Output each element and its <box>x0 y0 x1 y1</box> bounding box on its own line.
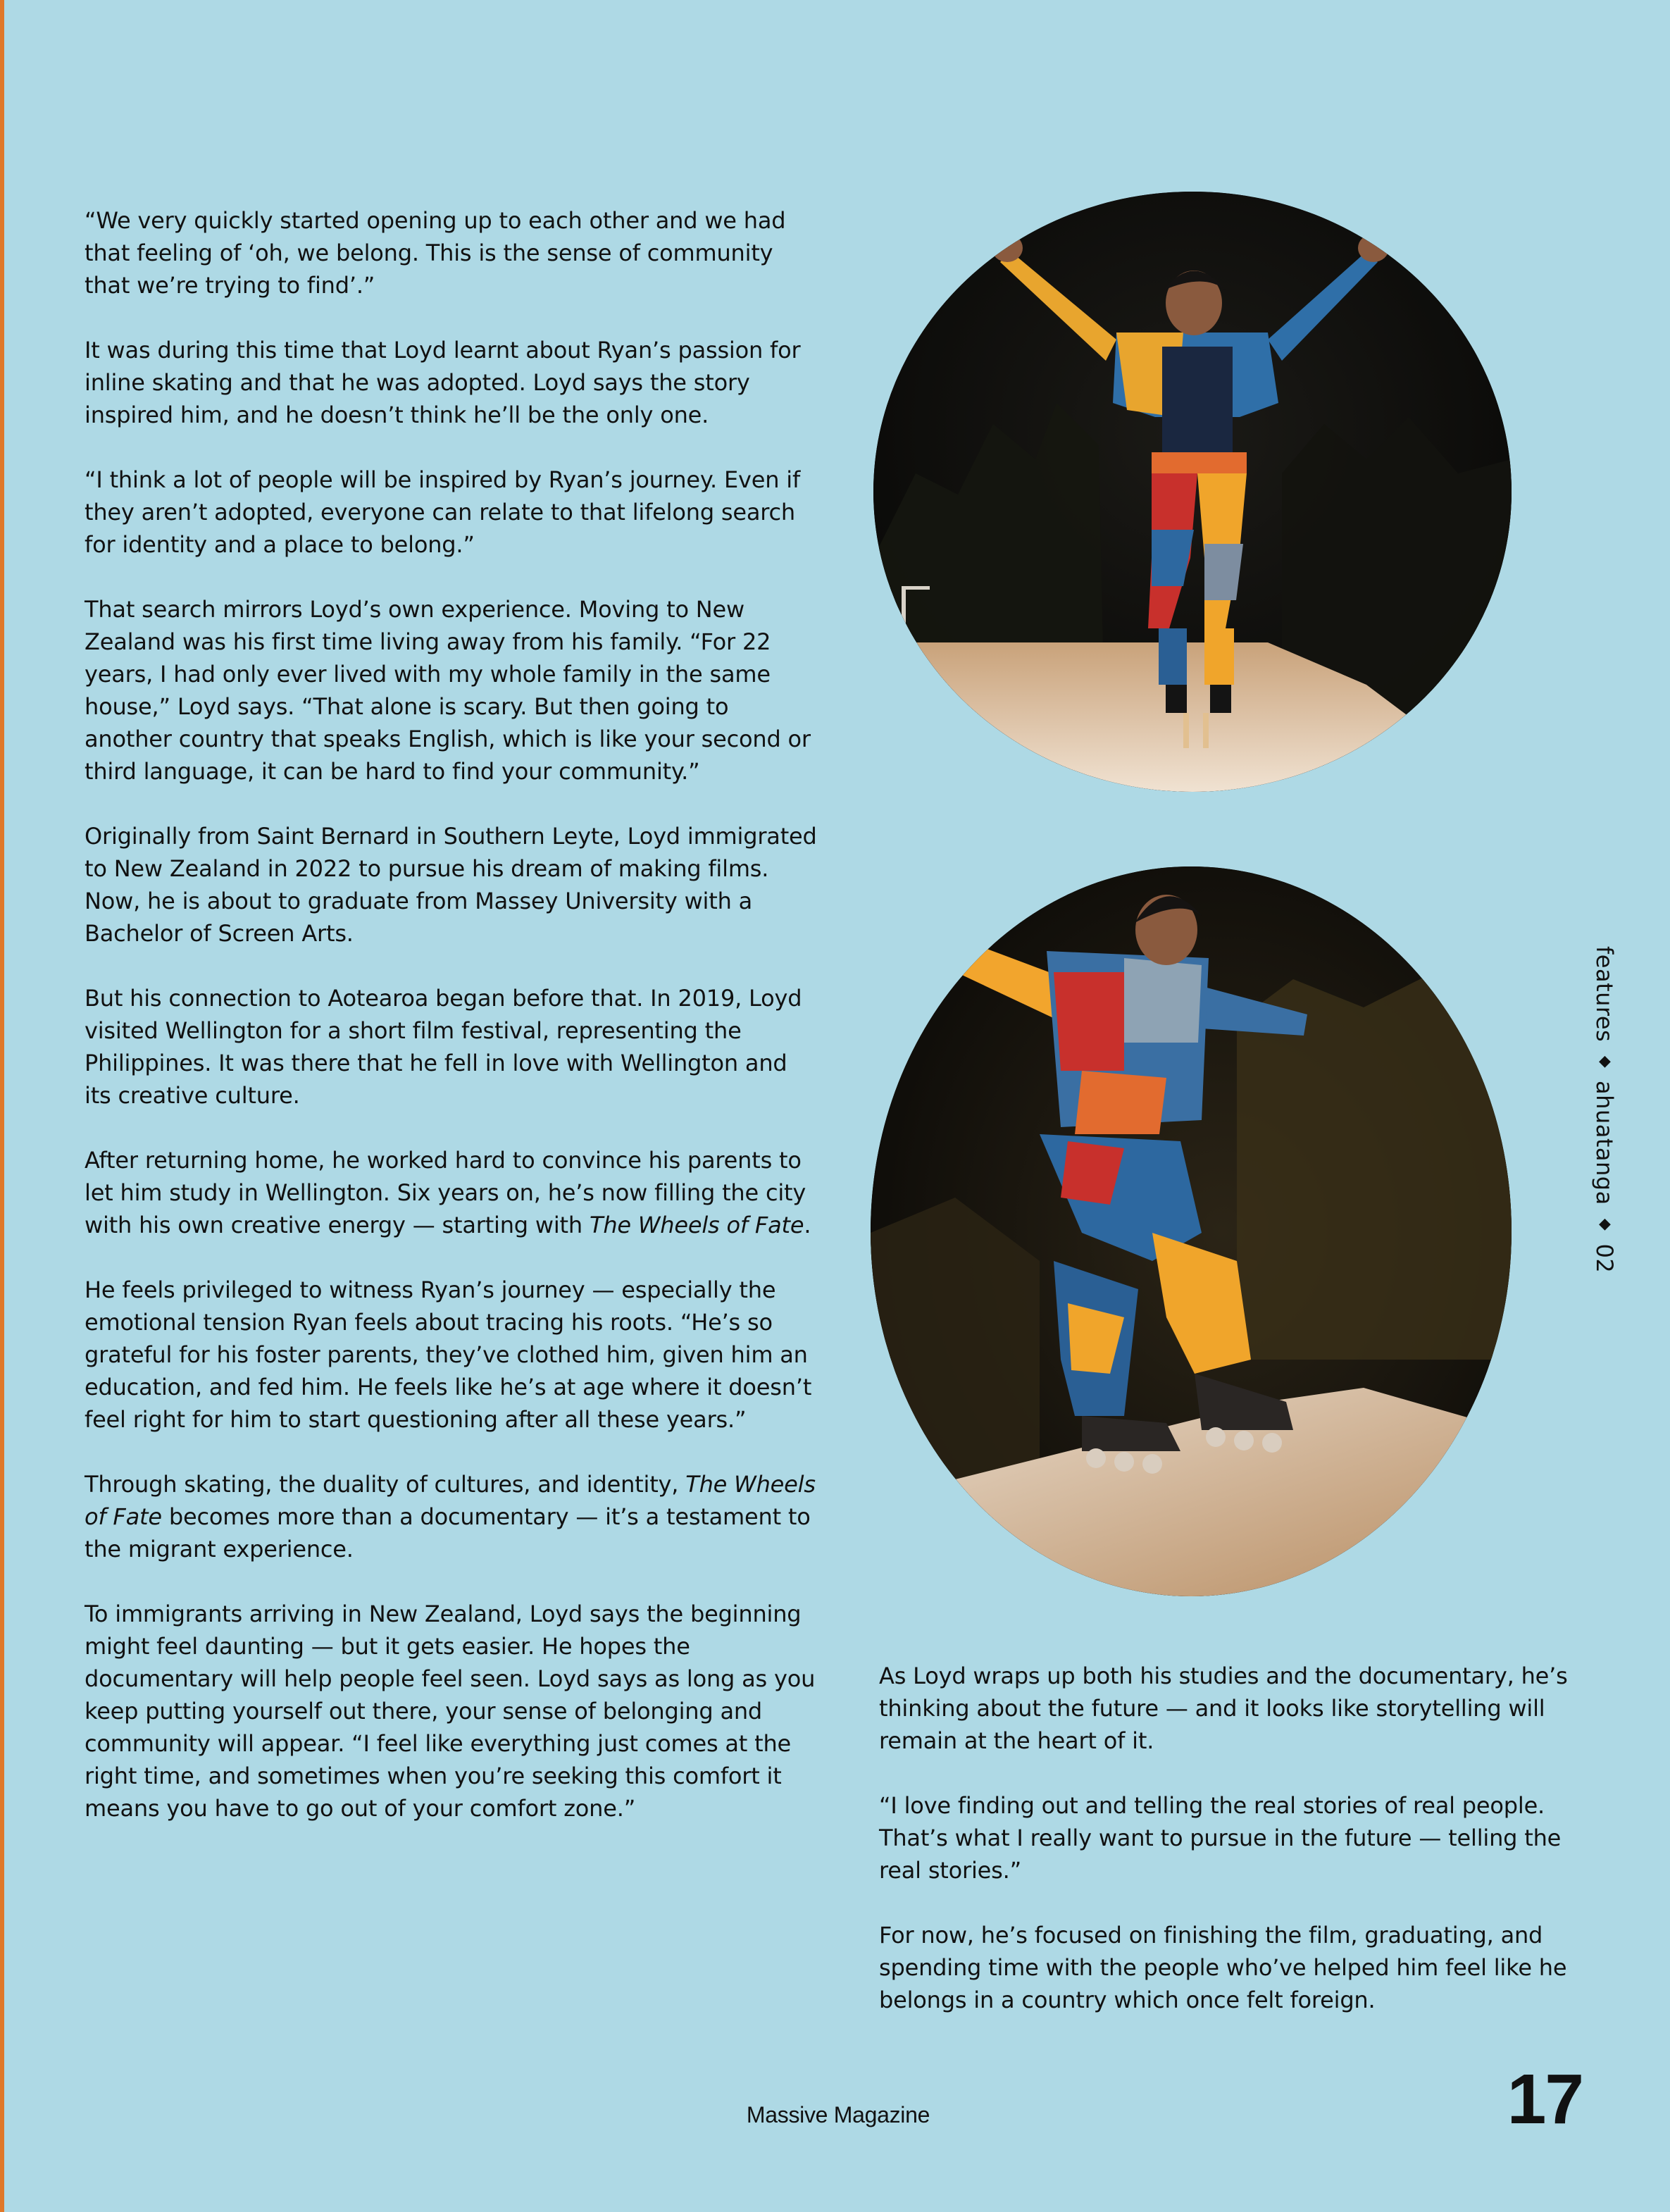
section-side-label-text <box>1591 946 1618 1273</box>
article-paragraph <box>85 1468 817 1565</box>
film-title: The Wheels of Fate <box>85 1471 816 1530</box>
article-paragraph <box>85 1144 817 1241</box>
article-paragraph <box>85 982 817 1112</box>
paragraph-text: He feels privileged to witness Ryan’s journey — especially the emotional tension Ryan feels about tracing his roots. “He’s so grateful for his foster parents, they’ve clothed him, given him an education, and fed him. He feels like he’s at age where it doesn’t feel right for him to start questioning after all these years.” <box>85 1276 812 1433</box>
paragraph-text: For now, he’s focused on finishing the film, graduating, and spending time with the people who’ve helped him feel like he belongs in a country which once felt foreign. <box>879 1922 1567 2013</box>
photo-skater-grinding-art <box>871 866 1512 1596</box>
paragraph-text: That search mirrors Loyd’s own experience. Moving to New Zealand was his first time living away from his family. “For 22 years, I had only ever lived with my whole family in the same house,” Loyd says. “That alone is scary. But then going to another country that speaks English, which is like your second or third language, it can be hard to find your community.” <box>85 596 811 785</box>
paragraph-text: “We very quickly started opening up to each other and we had that feeling of ‘oh, we belong. This is the sense of community that we’re trying to find’.” <box>85 207 786 299</box>
paragraph-text: As Loyd wraps up both his studies and the documentary, he’s thinking about the future — and it looks like storytelling will remain at the heart of it. <box>879 1663 1568 1754</box>
diamond-separator-icon: ◆ <box>1596 1052 1614 1071</box>
article-paragraph <box>879 1660 1583 1757</box>
article-paragraph <box>879 1919 1583 2016</box>
paragraph-text: . <box>804 1212 811 1238</box>
article-paragraph <box>879 1789 1583 1887</box>
paragraph-text: But his connection to Aotearoa began before that. In 2019, Loyd visited Wellington for a short film festival, representing the Philippines. It was there that he fell in love with Wellington and its creative culture. <box>85 985 802 1109</box>
diamond-separator-icon: ◆ <box>1596 1215 1614 1234</box>
paragraph-text: becomes more than a documentary — it’s a testament to the migrant experience. <box>85 1503 811 1562</box>
subsection-name: ahuatanga <box>1591 1080 1618 1205</box>
publication-name: Massive Magazine <box>746 2102 930 2127</box>
paragraph-text: Through skating, the duality of cultures, and identity, <box>85 1471 686 1498</box>
article-paragraph <box>85 464 817 561</box>
photo-skater-arms-raised-art <box>873 192 1512 792</box>
page-edge-accent <box>0 0 4 2212</box>
photo-skater-grinding <box>871 866 1512 1596</box>
page-number: 17 <box>1507 2060 1583 2139</box>
paragraph-text: To immigrants arriving in New Zealand, Loyd says the beginning might feel daunting — but it gets easier. He hopes the documentary will help people feel seen. Loyd says as long as you keep putting yourself out there, your sense of belonging and community will appear. “I feel like everything just comes at the right time, and sometimes when you’re seeking this comfort it means you have to go out of your comfort zone.” <box>85 1601 816 1822</box>
article-paragraph <box>85 1274 817 1436</box>
paragraph-text: “I think a lot of people will be inspired by Ryan’s journey. Even if they aren’t adopted, everyone can relate to that lifelong search for identity and a place to belong.” <box>85 466 801 558</box>
paragraph-text: After returning home, he worked hard to convince his parents to let him study in Wellington. Six years on, he’s now filling the city with his own creative energy — starting with <box>85 1147 806 1238</box>
article-left-column <box>85 204 817 1825</box>
paragraph-text: Originally from Saint Bernard in Southern Leyte, Loyd immigrated to New Zealand in 2022 to pursue his dream of making films. Now, he is about to graduate from Massey University with a Bachelor of Screen Arts. <box>85 823 817 947</box>
paragraph-text: “I love finding out and telling the real stories of real people. That’s what I really want to pursue in the future — telling the real stories.” <box>879 1792 1562 1884</box>
article-right-column <box>879 1660 1583 2016</box>
section-number: 02 <box>1591 1243 1618 1274</box>
article-paragraph <box>85 593 817 788</box>
section-side-label <box>1590 945 1619 1274</box>
article-paragraph <box>85 334 817 431</box>
article-paragraph <box>85 204 817 302</box>
article-paragraph <box>85 1598 817 1825</box>
paragraph-text: It was during this time that Loyd learnt about Ryan’s passion for inline skating and that he was adopted. Loyd says the story inspired him, and he doesn’t think he’ll be the only one. <box>85 337 801 428</box>
section-name: features <box>1591 945 1618 1043</box>
article-paragraph <box>85 820 817 950</box>
film-title: The Wheels of Fate <box>589 1212 804 1238</box>
photo-skater-arms-raised <box>873 192 1512 792</box>
